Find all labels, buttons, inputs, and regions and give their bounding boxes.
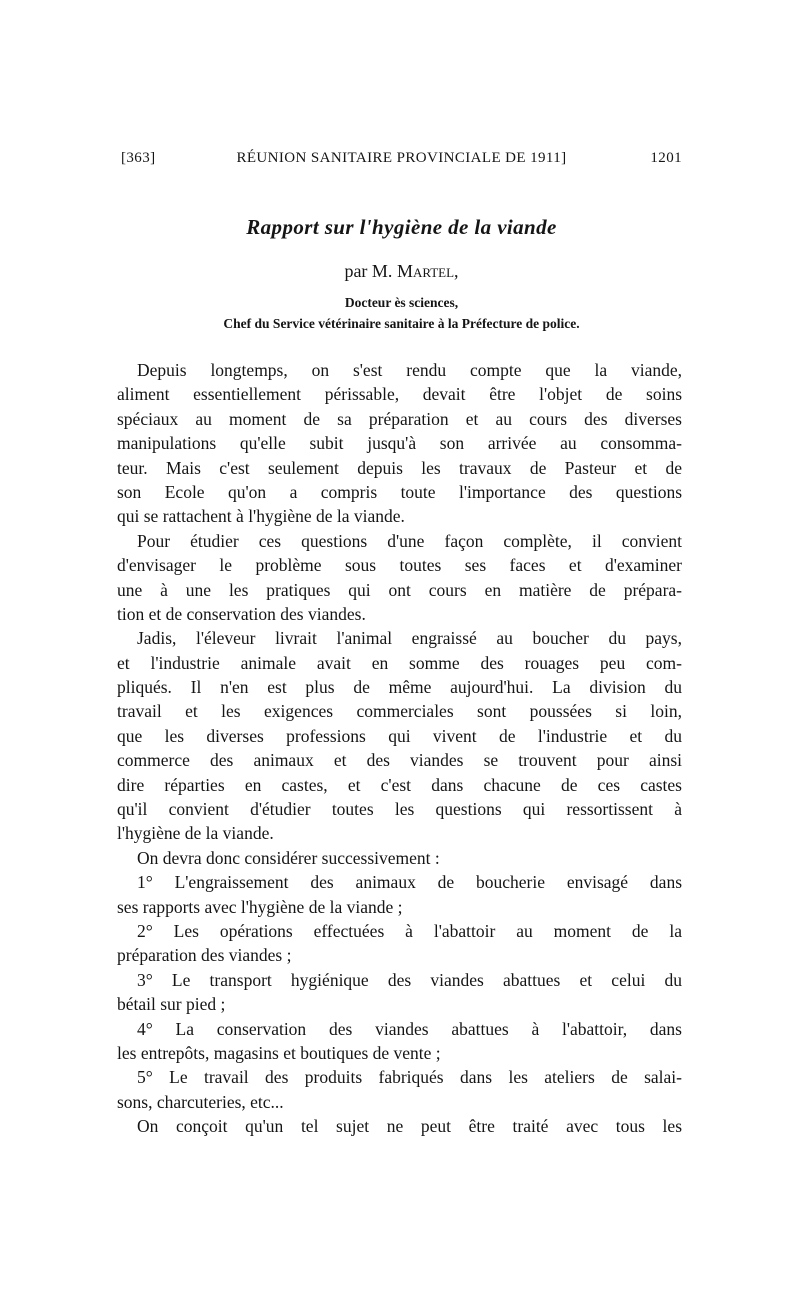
author-name: Martel,: [396, 261, 459, 281]
text-line: qui se rattachent à l'hygiène de la viande.: [117, 506, 405, 527]
text-line: 4° La conservation des viandes abattues à l'abattoir, dans: [137, 1018, 682, 1039]
text-line: préparation des viandes ;: [117, 945, 292, 966]
text-line: pliqués. Il n'en est plus de même aujourd'hui. La division du: [117, 677, 682, 698]
text-line: aliment essentiellement périssable, devait être l'objet de soins: [117, 384, 682, 405]
text-line: Jadis, l'éleveur livrait l'animal engraissé au boucher du pays,: [137, 628, 682, 649]
text-line: manipulations qu'elle subit jusqu'à son arrivée au consomma-: [117, 433, 682, 454]
running-title: RÉUNION SANITAIRE PROVINCIALE DE 1911]: [236, 150, 567, 166]
text-line: 3° Le transport hygiénique des viandes abattues et celui du: [137, 969, 682, 990]
text-line: et l'industrie animale avait en somme des rouages peu com-: [117, 652, 682, 673]
text-line: commerce des animaux et des viandes se trouvent pour ainsi: [117, 750, 682, 771]
author-line: [121, 261, 682, 282]
text-line: d'envisager le problème sous toutes ses faces et d'examiner: [117, 555, 682, 576]
author-prefix: par M.: [344, 261, 397, 281]
text-line: une à une les pratiques qui ont cours en matière de prépara-: [117, 579, 682, 600]
text-line: 2° Les opérations effectuées à l'abattoir au moment de la: [137, 920, 682, 941]
text-line: On devra donc considérer successivement :: [137, 847, 440, 868]
text-line: tion et de conservation des viandes.: [117, 603, 366, 624]
report-title: Rapport sur l'hygiène de la viande: [246, 215, 557, 239]
text-line: les entrepôts, magasins et boutiques de vente ;: [117, 1042, 441, 1063]
body-text: [117, 358, 682, 1139]
running-head: [121, 150, 682, 172]
text-line: travail et les exigences commerciales sont poussées si loin,: [117, 701, 682, 722]
text-line: Pour étudier ces questions d'une façon complète, il convient: [137, 530, 682, 551]
text-line: Depuis longtemps, on s'est rendu compte que la viande,: [137, 360, 682, 380]
text-line: spéciaux au moment de sa préparation et au cours des diverses: [117, 408, 682, 429]
author-credential-position: Chef du Service vétérinaire sanitaire à la Préfecture de police.: [223, 316, 580, 331]
text-line: teur. Mais c'est seulement depuis les travaux de Pasteur et de: [117, 457, 682, 478]
text-line: qu'il convient d'étudier toutes les questions qui ressortissent à: [117, 799, 682, 820]
text-line: sons, charcuteries, etc...: [117, 1091, 284, 1112]
page-section-number: [363]: [121, 150, 156, 166]
text-line: dire réparties en castes, et c'est dans chacune de ces castes: [117, 774, 682, 795]
text-line: 1° L'engraissement des animaux de boucherie envisagé dans: [137, 872, 682, 893]
text-line: 5° Le travail des produits fabriqués dans les ateliers de salai-: [137, 1067, 682, 1088]
text-line: On conçoit qu'un tel sujet ne peut être traité avec tous les: [137, 1116, 682, 1137]
author-credential-degree: Docteur ès sciences,: [344, 295, 459, 310]
page-number: 1201: [650, 150, 682, 166]
text-line: l'hygiène de la viande.: [117, 823, 274, 844]
text-line: son Ecole qu'on a compris toute l'importance des questions: [117, 481, 682, 502]
text-line: que les diverses professions qui vivent de l'industrie et du: [117, 725, 682, 746]
text-line: ses rapports avec l'hygiène de la viande ;: [117, 896, 403, 917]
text-line: bétail sur pied ;: [117, 994, 226, 1015]
